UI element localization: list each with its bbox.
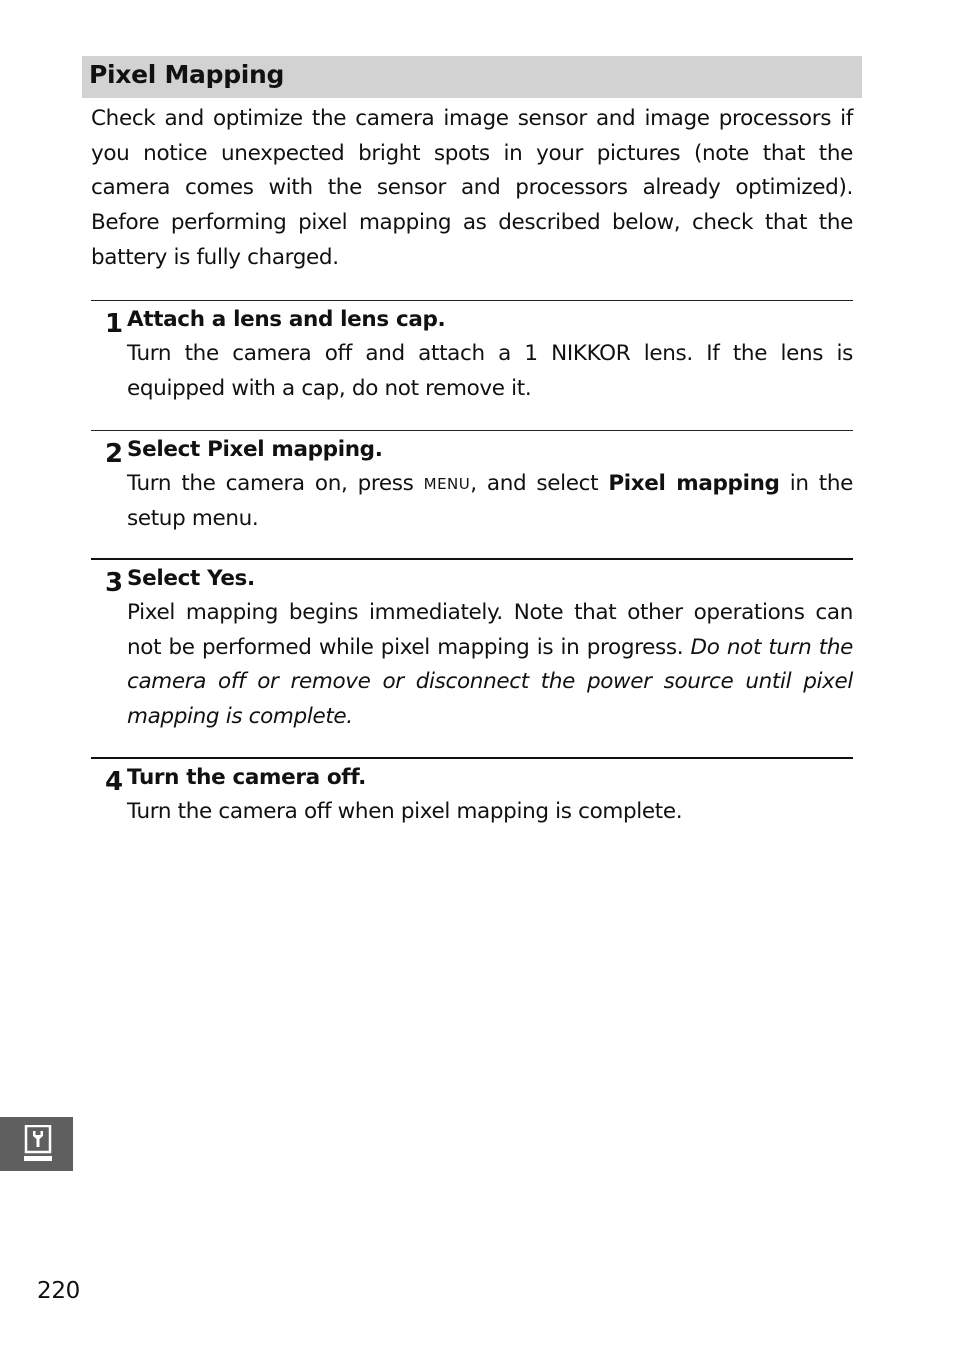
step-4 <box>91 757 853 830</box>
step-body-bold: Pixel mapping <box>608 471 780 496</box>
step-title: Attach a lens and lens cap. <box>127 307 446 332</box>
step-body-post: in the setup menu. <box>127 471 854 531</box>
section-title: Pixel Mapping <box>89 60 285 89</box>
step-body-pre: Turn the camera on, press <box>127 471 424 496</box>
step-body-pre: Pixel mapping begins immediately. Note that other operations can not be performed while pixel mapping is in progress. <box>127 600 853 660</box>
step-title-bold: Yes. <box>207 566 255 591</box>
step-title-prefix: Select <box>127 437 208 462</box>
step-title <box>91 431 853 467</box>
step-body: Turn the camera off when pixel mapping is complete. <box>127 799 683 824</box>
step-title-prefix: Select <box>127 566 208 591</box>
step-number: 3 <box>105 568 123 598</box>
page-number: 220 <box>37 1278 80 1304</box>
step-3 <box>91 558 853 735</box>
step-body-mid: , and select <box>470 471 609 496</box>
step-number: 2 <box>105 439 123 469</box>
setup-menu-tab <box>0 1117 73 1171</box>
step-body-italic: Do not turn the camera off or remove or disconnect the power source until pixel mapping is complete. <box>127 634 853 730</box>
step-1 <box>91 300 853 406</box>
step-body <box>91 467 853 536</box>
step-2 <box>91 430 853 536</box>
step-title-bold: Pixel mapping. <box>207 437 383 462</box>
step-title: Turn the camera off. <box>127 765 366 790</box>
setup-wrench-icon <box>24 1125 52 1163</box>
step-title <box>91 560 853 596</box>
step-body <box>91 596 853 735</box>
intro-paragraph: Check and optimize the camera image sensor and image processors if you notice unexpected bright spots in your pictures (note that the camera comes with the sensor and processors already optimized). Before performing pixel mapping as described below, check that the battery is fully charged. <box>91 106 853 270</box>
menu-button-icon: MENU <box>423 475 471 493</box>
section-title-bar <box>82 56 862 98</box>
step-number: 4 <box>105 767 123 797</box>
step-number: 1 <box>105 309 123 339</box>
step-body: Turn the camera off and attach a 1 NIKKOR lens. If the lens is equipped with a cap, do not remove it. <box>127 341 853 401</box>
